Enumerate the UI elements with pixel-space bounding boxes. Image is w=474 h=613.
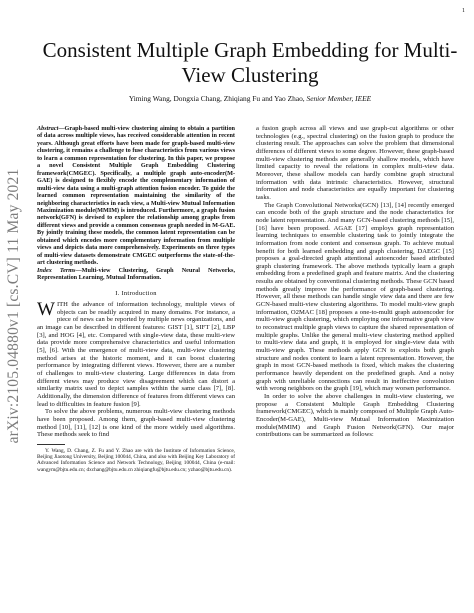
intro-paragraph-1-text: ITH the advance of information technology, multiple views of objects can be readily acquired in many domains. For instance, a piece of news can be reported by multiple news organizations, and an image can be described in different features: GIST [1], SIFT [2], LBP [3], and HOG [4], etc. Compared with single-view data, these multi-view data provide more comprehensive characteristics and useful information [5], [6]. With the emergence of multi-view data, multi-view clustering method arises at the historic moment, and it can boost clustering performance by integrating different views. However, there are a number of challenges to multi-view clustering. Large differences in data from different views may produce view disagreement which can distort a similarity matrix used to depict samples within the same class [7], [8]. Additionally, the dimension difference of features from different views can lead to difficulties in feature fusion [9].	[37, 301, 235, 408]
index-terms-text: —Multi-view Clustering, Graph Neural Networks, Representation Learning, Mutual Information.	[37, 266, 235, 282]
right-paragraph-3: In order to solve the above challenges in multi-view clustering, we propose a Consistent Multiple Graph Embedding Clustering framework(CMGEC), which is mainly composed of Multiple Graph Auto-Encoder(M-GAE), Multi-view Mutual Information Maximization module(MMIM) and Graph Fusion Network(GFN). Our major contributions can be summarized as follows:	[256, 392, 454, 439]
paper-title: Consistent Multiple Graph Embedding for Multi-View Clustering	[42, 38, 458, 87]
index-terms	[37, 267, 235, 282]
drop-cap: W	[37, 299, 55, 321]
arxiv-identifier-text: arXiv:2105.04880v1 [cs.CV] 11 May 2021	[5, 168, 22, 444]
section-heading-introduction: I. Introduction	[115, 289, 157, 297]
abstract-text: —Graph-based multi-view clustering aiming to obtain a partition of data across multiple views, has received considerable attention in recent years. Although great efforts have been made for graph-based multi-view clustering, it remains a challenge to fuse characteristics from various views to learn a common representation for clustering. In this paper, we propose a novel Consistent Multiple Graph Embedding Clustering framework(CMGEC). Specifically, a multiple graph auto-encoder(M-GAE) is designed to flexibly encode the complementary information of multi-view data using a multi-graph attention fusion encoder. To guide the learned common representation maintaining the similarity of the neighboring characteristics in each view, a Multi-view Mutual Information Maximization module(MMIM) is introduced. Furthermore, a graph fusion network(GFN) is devised to explore the relationship among graphs from different views and provide a common consensus graph needed in M-GAE. By jointly training these models, the common latent representation can be obtained which encodes more complementary information from multiple views and depicts data more comprehensively. Experiments on three types of multi-view datasets demonstrate CMGEC outperforms the state-of-the-art clustering methods.	[37, 125, 235, 267]
right-column	[256, 125, 454, 439]
left-column	[37, 125, 235, 473]
author-line	[40, 94, 460, 103]
footnote-rule	[37, 444, 65, 445]
right-paragraph-2: The Graph Convolutional Networks(GCN) [13], [14] recently emerged can encode both of the graph structure and the node characteristics for node latent representation. And many GCN-based clustering methods [15], [16] have been proposed. AGAE [17] employs graph representation learning techniques to ensemble clustering task to jointly integrate the information from node content and consensus graph. To achieve mutual benefit for both learned embedding and graph clustering, DAEGC [15] proposes a goal-directed graph attentional autoencoder based attributed graph clustering framework. The above methods typically learn a graph embedding from a predefined graph and feature matrix. And the clustering results are obtained by conventional clustering methods. These GCN based methods greatly improve the performance of graph-based clustering. However, all these methods can handle single view data and there are few GCN-based multi-view clustering algorithms. To model multi-view graph information, O2MAC [18] proposes a one-to-multi graph autoencoder for multi-view graph clustering, which employing one informative graph view to reconstruct multiple graph views to capture the shared representation of multiple graphs. Unlike the general multi-view clustering method applied to multi-view data and graph, it is employed for single-view data with multi-view graph. These methods apply GCN to exploits both graph structure and nodes content to learn a latent representation. However, the graph in most GCN-based methods is fixed, which makes the clustering performance heavily dependent on the predefined graph. And a noisy graph with unreliable connections can result in ineffective convolution with wrong neighbors on the graph [19], which may worsen performance.	[256, 201, 455, 393]
right-paragraph-1: a fusion graph across all views and use graph-cut algorithms or other technologies (e.g., spectral clustering) on the fusion graph to produce the clustering result. The approaches can solve the problem that dimensional differences of different views to some degree. However, these graph-based multi-view clustering methods are generally shallow models, which have limited capacity to reveal the relations in complex multi-view data. Moreover, these shallow models can hardly combine graph structural information with data intrinsic characteristics. However, structural information and node characteristics are equally important for clustering tasks.	[256, 125, 454, 201]
author-names: Yiming Wang, Dongxia Chang, Zhiqiang Fu and Yao Zhao,	[128, 94, 307, 103]
intro-paragraph-2: To solve the above problems, numerous multi-view clustering methods have been proposed. Among them, graph-based multi-view clustering method [10], [11], [12] is one kind of the more widely used algorithms. These methods seek to find	[37, 408, 235, 439]
page-number: 1	[462, 8, 465, 14]
abstract-label: Abstract	[37, 125, 59, 132]
author-membership: Senior Member, IEEE	[306, 94, 372, 103]
index-terms-label: Index Terms	[37, 266, 76, 274]
intro-paragraph-1	[37, 301, 235, 408]
abstract	[37, 125, 235, 267]
author-affiliation-footnote: Y. Wang, D. Chang, Z. Fu and Y. Zhao are with the Institute of Information Science, Beijing Jiaotong University, Beijing 100044, China, and also with Beijing Key Laboratory of Advanced Information Science and Network Technology, Beijing 100044, China (e-mail: wangym@bjtu.edu.cn; dxchang@bjtu.edu.cn zhiqiangfu@bjtu.edu.cn; yzhao@bjtu.edu.cn).	[37, 447, 235, 473]
